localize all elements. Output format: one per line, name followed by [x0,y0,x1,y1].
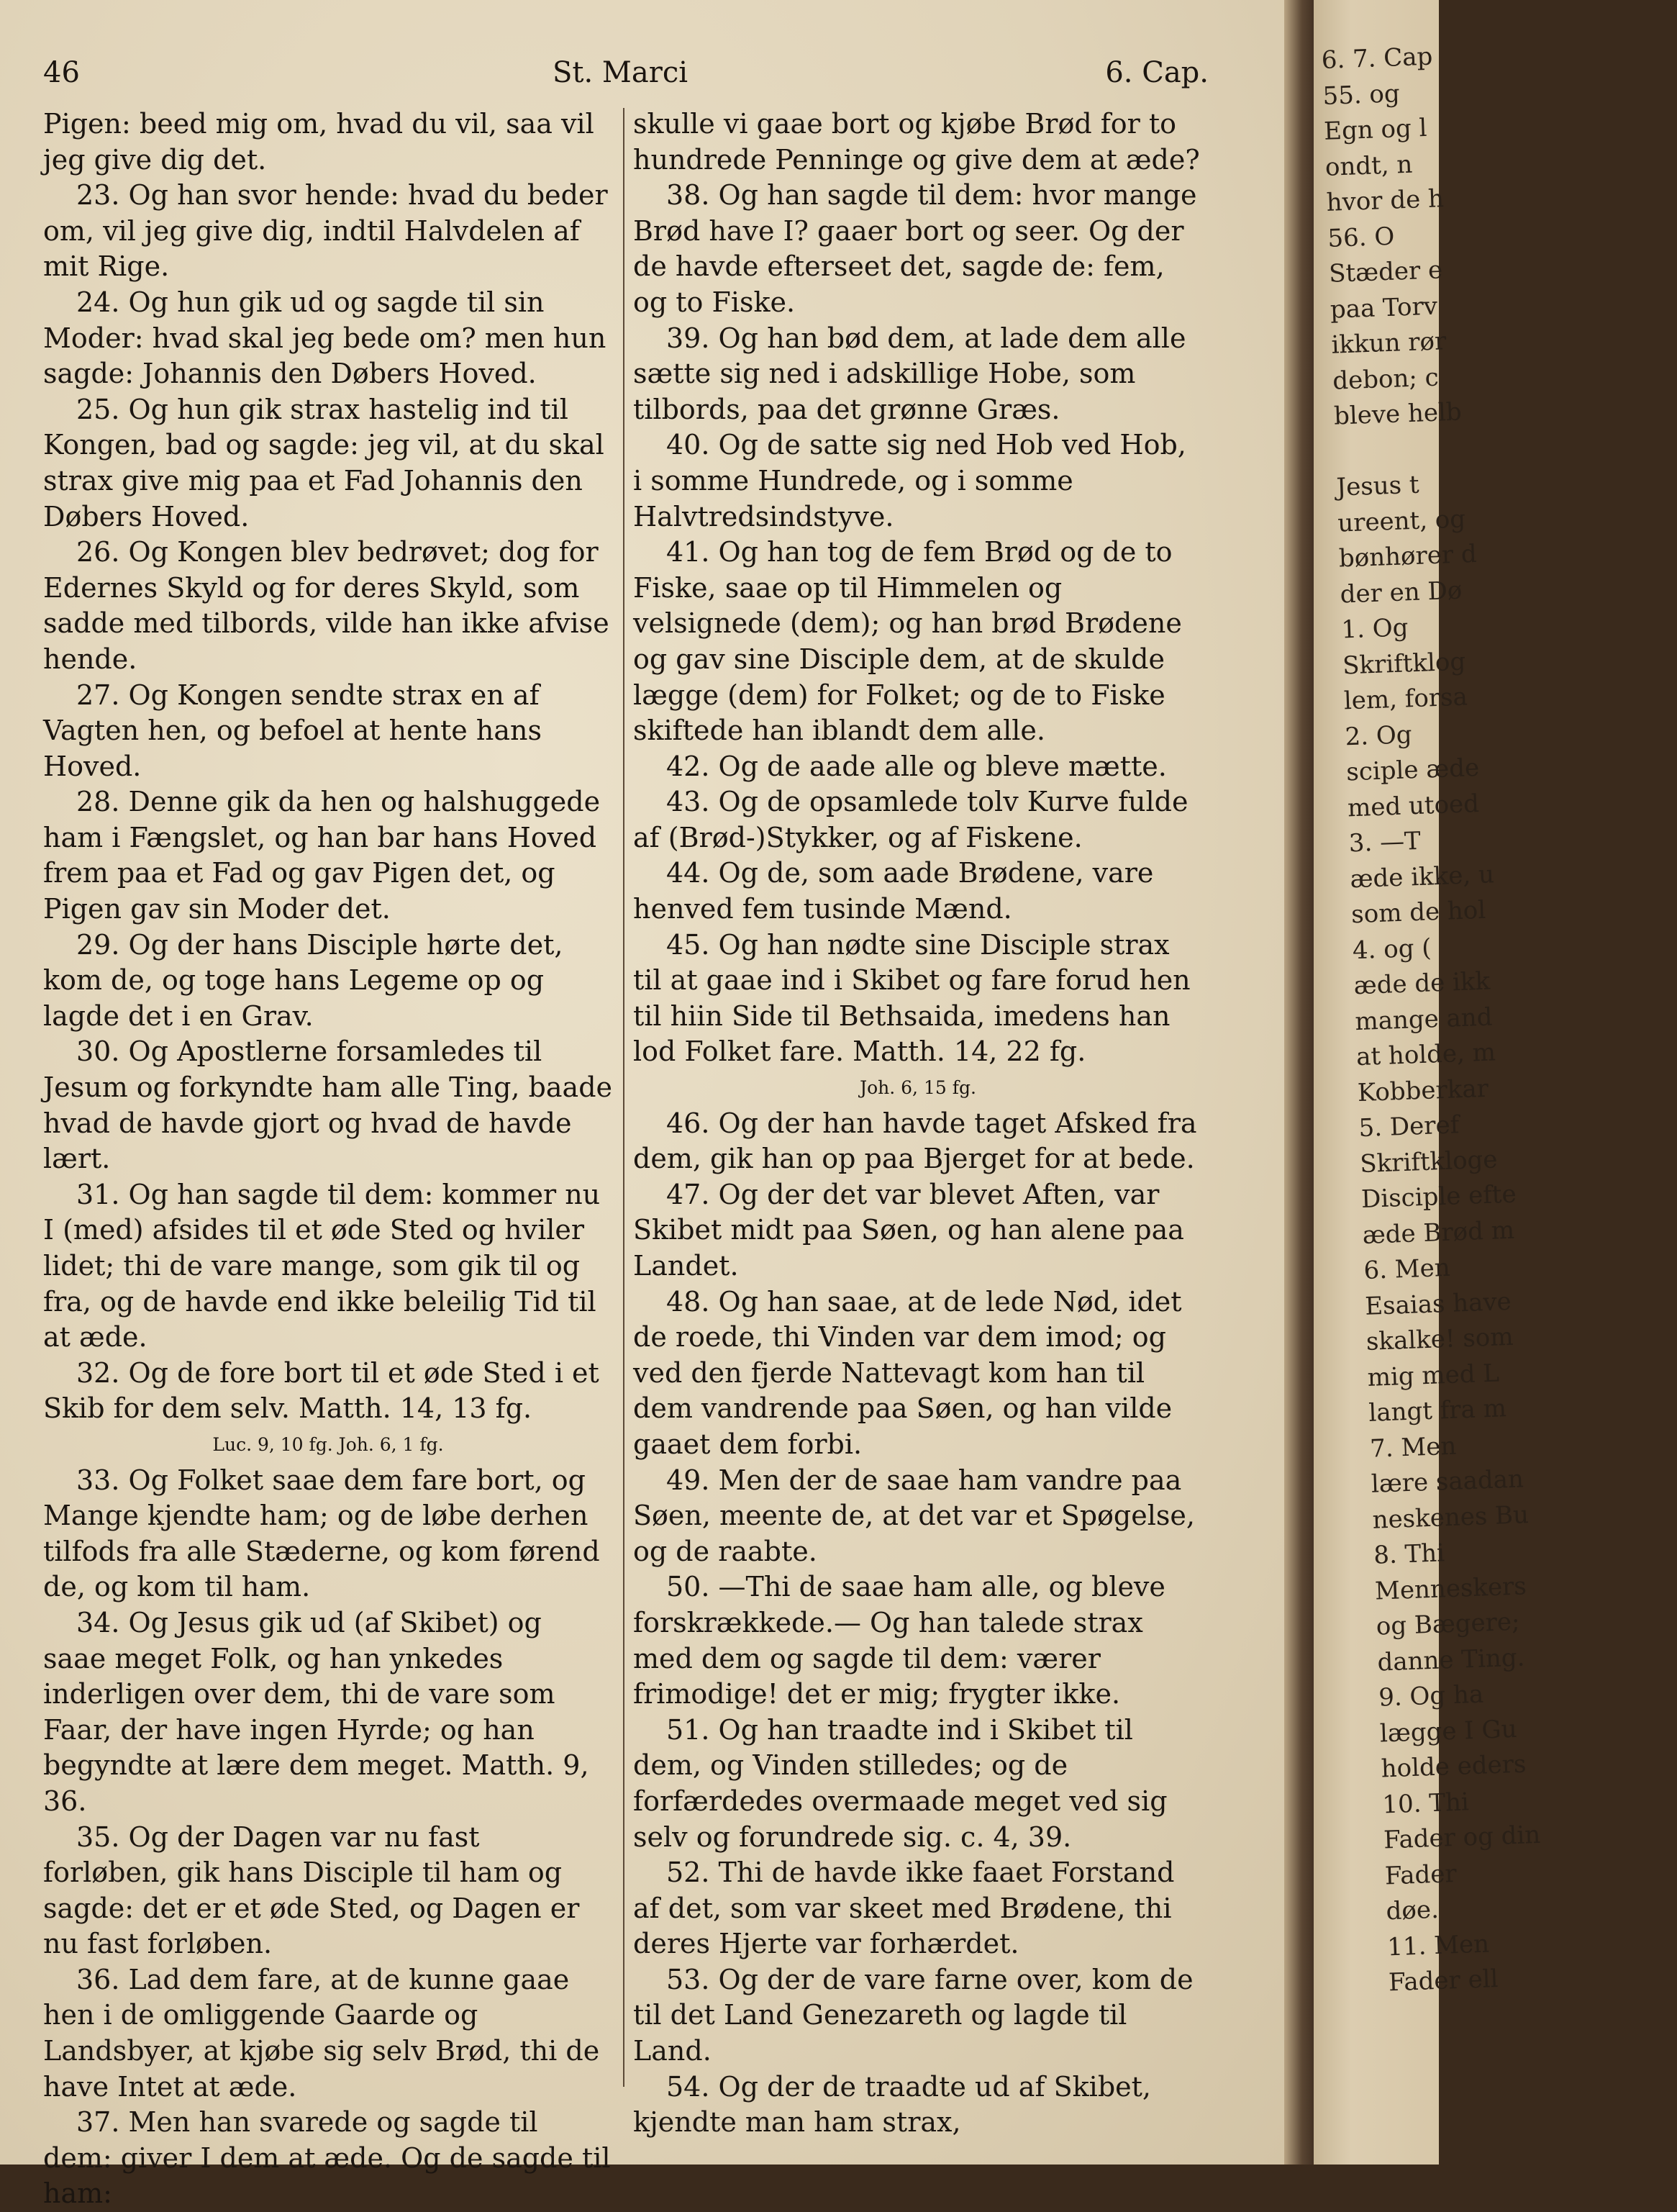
next-page-line: bleve helb [1333,397,1463,431]
next-page-line: og Bægere; [1376,1607,1521,1641]
running-title: St. Marci [553,56,688,89]
verse: 50. —Thi de saae ham alle, og bleve forskrækkede.— Og han talede strax med dem og sagde til dem: værer frimodige! det er mig; frygter ikke. [633,1571,1165,1710]
next-page-line: Stæder e [1328,255,1443,289]
next-page-line: Skriftklog [1342,647,1466,680]
next-page-line: døe. [1385,1895,1440,1926]
next-page-line: Menneskers [1374,1571,1527,1606]
next-page-line: danne Ting. [1376,1642,1525,1677]
verse: 39. Og han bød dem, at lade dem alle sætte sig ned i adskillige Hobe, som tilbords, paa det grønne Græs. [633,322,1186,425]
verse: 23. Og han svor hende: hvad du beder om, vil jeg give dig, indtil Halvdelen af mit Rige. [43,179,608,283]
next-page-line: sciple æde [1345,753,1480,787]
next-page-line: paa Torv [1330,291,1438,325]
next-page-line: Disciple efte [1360,1179,1517,1215]
next-page-line: lem, forsa [1343,682,1468,716]
next-page-line: æde Brød m [1362,1215,1515,1250]
next-page-line: bønhører d [1338,539,1478,574]
next-page-line: at holde, m [1355,1038,1496,1072]
next-page-line: 5. Deref [1358,1110,1460,1143]
verse: 25. Og hun gik strax hastelig ind til Kongen, bad og sagde: jeg vil, at du skal strax give mig paa et Fad Johannis den Døbers Hoved. [43,393,604,532]
next-page-line: skalke! som [1365,1322,1514,1356]
page-number: 46 [43,56,80,89]
right-column [633,106,1203,2141]
verse: 53. Og der de vare farne over, kom de til det Land Genezareth og lagde til Land. [633,1963,1194,2067]
verse: 49. Men der de saae ham vandre paa Søen, meente de, at det var et Spøgelse, og de raabte. [633,1464,1195,1567]
next-page-line: langt fra m [1368,1394,1507,1428]
next-page-line: Esaias have [1364,1287,1512,1321]
cross-reference: Luc. 9, 10 fg. Joh. 6, 1 fg. [212,1433,444,1455]
next-page-line: 6. Men [1363,1253,1451,1285]
next-page-line: 56. O [1327,222,1395,253]
next-page-line: Kobberkar [1357,1074,1489,1107]
left-column [43,106,613,2212]
next-page-line: Egn og l [1323,113,1428,146]
verse: 30. Og Apostlerne forsamledes til Jesum og forkyndte ham alle Ting, baade hvad de havde gjort og hvad de havde lært. [43,1035,613,1175]
next-page-line: Fader og din [1383,1820,1541,1855]
verse: 43. Og de opsamlede tolv Kurve fulde af (Brød-)Stykker, og af Fiskene. [633,786,1189,853]
next-page-line: Skriftkloge [1359,1144,1499,1179]
verse: 51. Og han traadte ind i Skibet til dem, og Vinden stilledes; og de forfærdedes overmaade meget ved sig selv og forundrede sig. c. 4, 39. [633,1713,1168,1853]
verse: Pigen: beed mig om, hvad du vil, saa vil jeg give dig det. [43,108,594,176]
next-page-line: 11. Men [1386,1928,1490,1962]
next-page-line: 10. Thi [1381,1787,1470,1819]
verse: 27. Og Kongen sendte strax en af Vagten hen, og befoel at hente hans Hoved. [43,679,542,782]
next-page-line: 6. 7. Cap [1321,42,1433,75]
verse: 52. Thi de havde ikke faaet Forstand af det, som var skeet med Brødene, thi deres Hjerte var forhærdet. [633,1857,1175,1960]
verse: 35. Og der Dagen var nu fast forløben, gik hans Disciple til ham og sagde: det er et øde Sted, og Dagen er nu fast forløben. [43,1821,580,1960]
verse: 33. Og Folket saae dem fare bort, og Mange kjendte ham; og de løbe derhen tilfods fra alle Stæderne, og kom førend de, og kom til ham. [43,1464,600,1603]
verse: 37. Men han svarede og sagde til dem: giver I dem at æde. Og de sagde til ham: [43,2106,611,2210]
book-gutter [1284,0,1317,2165]
next-page-line: æde ikke, u [1349,859,1495,894]
page-header [43,56,1209,99]
chapter-label: 6. Cap. [1105,56,1209,89]
verse: 48. Og han saae, at de lede Nød, idet de roede, thi Vinden var dem imod; og ved den fjerde Nattevagt kom han til dem vandrende paa Søen, og han vilde gaaet dem forbi. [633,1285,1182,1460]
next-page-line: 7. Men [1369,1431,1457,1464]
verse: 29. Og der hans Disciple hørte det, kom de, og toge hans Legeme op og lagde det i en Grav. [43,928,563,1032]
next-page-line: lære saadan [1371,1464,1524,1499]
cross-reference: Joh. 6, 15 fg. [860,1077,976,1099]
verse: 34. Og Jesus gik ud (af Skibet) og saae meget Folk, og han ynkedes inderligen over dem, thi de vare som Faar, der have ingen Hyrde; og han begyndte at lære dem meget. Matth. 9, 36. [43,1606,589,1817]
verse: 45. Og han nødte sine Disciple strax til at gaae ind i Skibet og fare forud hen til hiin Side til Bethsaida, imedens han lod Folket fare. Matth. 14, 22 fg. [633,928,1191,1068]
next-page-line: ondt, n [1324,150,1413,182]
verse: 36. Lad dem fare, at de kunne gaae hen i de omliggende Gaarde og Landsbyer, at kjøbe sig selv Brød, thi de have Intet at æde. [43,1963,600,2103]
next-page-line: mange and [1354,1002,1494,1036]
verse: 38. Og han sagde til dem: hvor mange Brød have I? gaaer bort og seer. Og der de havde efterseet det, sagde de: fem, og to Fiske. [633,179,1197,318]
verse: 32. Og de fore bort til et øde Sted i et Skib for dem selv. Matth. 14, 13 fg. [43,1356,599,1425]
verse: 46. Og der han havde taget Afsked fra dem, gik han op paa Bjerget for at bede. [633,1107,1197,1175]
next-page-line: som de hol [1350,895,1486,930]
next-page-line: ureent, og [1337,504,1466,538]
next-page-line: Fader [1384,1859,1458,1890]
next-page-line: 1. Og [1340,613,1409,645]
next-page-line: 2. Og [1344,720,1413,751]
verse: 40. Og de satte sig ned Hob ved Hob, i somme Hundrede, og i somme Halvtredsindstyve. [633,429,1186,532]
next-page-line: 8. Thi [1373,1538,1445,1570]
next-page-line: med utoed [1347,789,1480,822]
next-page-line: 55. og [1322,78,1401,111]
next-page-line: mig med L [1367,1358,1500,1392]
verse: 31. Og han sagde til dem: kommer nu I (med) afsides til et øde Sted og hviler lidet; thi de vare mange, som gik til og fra, og de havde end ikke beleilig Tid til at æde. [43,1178,601,1354]
next-page-line: 3. —T [1348,826,1422,858]
next-page-line: ikkun rør [1330,327,1447,360]
column-divider [623,108,624,2087]
verse: 42. Og de aade alle og bleve mætte. [666,750,1167,782]
next-page-line: debon; c [1332,363,1440,396]
next-page-line: æde de ikk [1353,966,1491,1001]
verse: 28. Denne gik da hen og halshuggede ham i Fængslet, og han bar hans Hoved frem paa et Fad og gav Pigen det, og Pigen gav sin Moder det. [43,786,601,925]
verse: 54. Og der de traadte ud af Skibet, kjendte man ham strax, [633,2070,1151,2139]
verse: 44. Og de, som aade Brødene, vare henved fem tusinde Mænd. [633,857,1154,925]
verse: 26. Og Kongen blev bedrøvet; dog for Edernes Skyld og for deres Skyld, som sadde med tilbords, vilde han ikke afvise hende. [43,536,609,675]
next-page-line: der en Dø [1340,576,1463,609]
next-page-line: neskenes Bu [1371,1500,1530,1535]
next-page-line: Jesus t [1335,470,1420,502]
next-page-edge [1314,0,1541,2165]
next-page-line: 9. Og ha [1378,1680,1484,1713]
verse: 24. Og hun gik ud og sagde til sin Moder: hvad skal jeg bede om? men hun sagde: Johannis den Døbers Hoved. [43,286,606,390]
verse: 47. Og der det var blevet Aften, var Skibet midt paa Søen, og han alene paa Landet. [633,1178,1184,1282]
next-page-line: 4. og ( [1352,933,1432,965]
next-page-text [1321,33,1677,2001]
next-page-line: hvor de h [1326,184,1445,217]
next-page-line: holde eders [1381,1749,1527,1784]
verse: 41. Og han tog de fem Brød og de to Fiske, saae op til Himmelen og velsignede (dem); og han brød Brødene og gav sine Disciple dem, at de skulde lægge (dem) for Folket; og de to Fiske skiftede han iblandt dem alle. [633,536,1182,747]
verse: skulle vi gaae bort og kjøbe Brød for to hundrede Penninge og give dem at æde? [633,108,1200,176]
next-page-line: lægge I Gu [1379,1714,1518,1749]
next-page-line: Fader ell [1388,1964,1499,1998]
